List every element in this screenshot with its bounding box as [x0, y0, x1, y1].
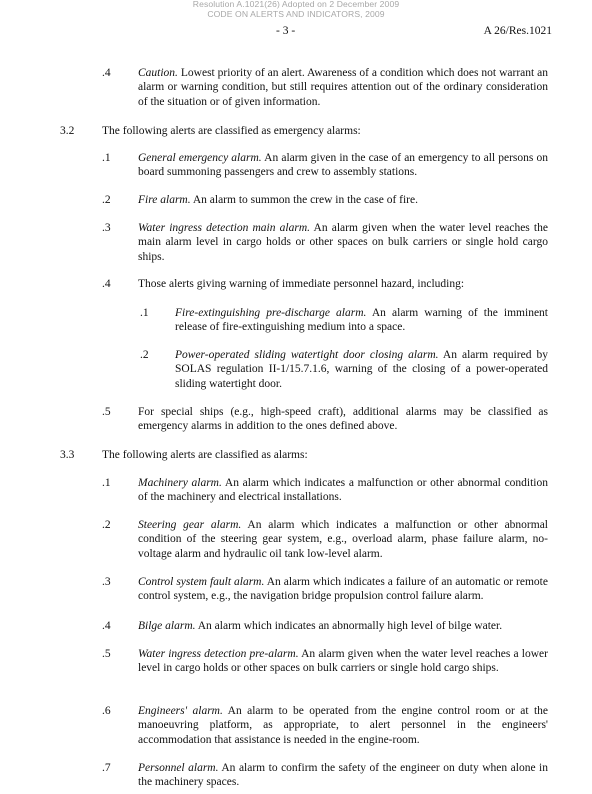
- item-number: .5: [102, 648, 111, 660]
- item-text: Lowest priority of an alert. Awareness of a condition which does not warrant an alarm or warning condition, but still requires attention out of the ordinary consideration of the situation or of given information.: [138, 67, 548, 108]
- item-text: An alarm warning of the imminent release of fire-extinguishing medium into a space.: [175, 307, 548, 334]
- watermark-line-2: CODE ON ALERTS AND INDICATORS, 2009: [207, 8, 385, 19]
- list-item: [138, 193, 548, 207]
- list-item: [138, 761, 548, 790]
- list-item: For special ships (e.g., high-speed craft), additional alarms may be classified as emergency alarms in addition to the ones defined above.: [138, 406, 548, 433]
- section-number: 3.3: [60, 449, 75, 461]
- item-number: .4: [102, 620, 111, 632]
- list-item: [138, 647, 548, 676]
- item-text: An alarm which indicates a malfunction or other abnormal condition of the steering gear system, e.g., overload alarm, phase failure alarm, no-voltage alarm and hydraulic oil tank low-level alarm.: [138, 519, 548, 560]
- list-item: [138, 476, 548, 505]
- item-title: Power-operated sliding watertight door closing alarm.: [175, 349, 439, 361]
- item-title: Fire-extinguishing pre-discharge alarm.: [175, 307, 367, 319]
- list-item: Those alerts giving warning of immediate personnel hazard, including:: [138, 278, 465, 290]
- item-title: Machinery alarm.: [138, 477, 222, 489]
- item-text: An alarm to confirm the safety of the engineer on duty when alone in the machinery spaces.: [138, 762, 549, 789]
- item-number: .4: [102, 278, 111, 290]
- item-number: .3: [102, 222, 111, 234]
- section-intro: The following alerts are classified as emergency alarms:: [102, 125, 361, 137]
- item-text: An alarm given when the water level reaches a lower level in cargo holds or other spaces on bulk carriers or single hold cargo ships.: [138, 648, 548, 675]
- sub-list-item: [175, 306, 548, 335]
- item-number: .2: [102, 194, 111, 206]
- watermark: [0, 0, 592, 19]
- list-item: [138, 518, 548, 561]
- list-item: [138, 575, 548, 604]
- item-title: Engineers' alarm.: [138, 705, 223, 717]
- sub-list-item: [175, 348, 548, 391]
- watermark-line-1: Resolution A.1021(26) Adopted on 2 December 2009: [192, 0, 400, 9]
- item-title: Steering gear alarm.: [138, 519, 242, 531]
- item-number: .1: [102, 152, 111, 164]
- item-title: General emergency alarm.: [138, 152, 262, 164]
- list-item: [138, 151, 548, 180]
- list-item: [138, 619, 548, 633]
- item-title: Bilge alarm.: [138, 620, 196, 632]
- item-text: An alarm which indicates a malfunction or other abnormal condition of the machinery and electrical installations.: [138, 477, 549, 504]
- section-number: 3.2: [60, 125, 75, 137]
- item-text: An alarm to be operated from the engine control room or at the manoeuvring platform, as appropriate, to alert personnel in the engineers' accommodation that assistance is needed in the engine-room.: [138, 705, 548, 746]
- page-number: - 3 -: [276, 25, 296, 37]
- item-number: .6: [102, 705, 111, 717]
- section-intro: The following alerts are classified as alarms:: [102, 449, 308, 461]
- subitem-number: .2: [140, 349, 149, 361]
- item-text: An alarm given when the water level reaches the main alarm level in cargo holds or other spaces on bulk carriers or single hold cargo ships.: [138, 222, 548, 263]
- list-item: [138, 704, 548, 747]
- item-title: Control system fault alarm.: [138, 576, 265, 588]
- item-text: An alarm required by SOLAS regulation II-1/15.7.1.6, warning of the closing of a power-operated sliding watertight door.: [175, 349, 548, 390]
- item-text: An alarm given in the case of an emergency to all persons on board summoning passengers and crew to assembly stations.: [138, 152, 548, 179]
- item-number: .7: [102, 762, 111, 774]
- item-number: .1: [102, 477, 111, 489]
- item-text: An alarm which indicates a failure of an automatic or remote control system, e.g., the navigation bridge propulsion control failure alarm.: [138, 576, 548, 603]
- subitem-number: .1: [140, 307, 149, 319]
- item-number: .5: [102, 406, 111, 418]
- list-item: [138, 221, 548, 264]
- item-title: Caution.: [138, 67, 178, 79]
- item-title: Personnel alarm.: [138, 762, 219, 774]
- item-title: Fire alarm.: [138, 194, 191, 206]
- item-number: .3: [102, 576, 111, 588]
- item-title: Water ingress detection main alarm.: [138, 222, 310, 234]
- item-text: An alarm which indicates an abnormally high level of bilge water.: [195, 620, 503, 632]
- item-title: Water ingress detection pre-alarm.: [138, 648, 299, 660]
- item-number: .4: [102, 67, 111, 79]
- item-text: An alarm to summon the crew in the case of fire.: [190, 194, 418, 206]
- document-reference: A 26/Res.1021: [483, 25, 552, 37]
- caution-paragraph: [138, 66, 548, 109]
- item-number: .2: [102, 519, 111, 531]
